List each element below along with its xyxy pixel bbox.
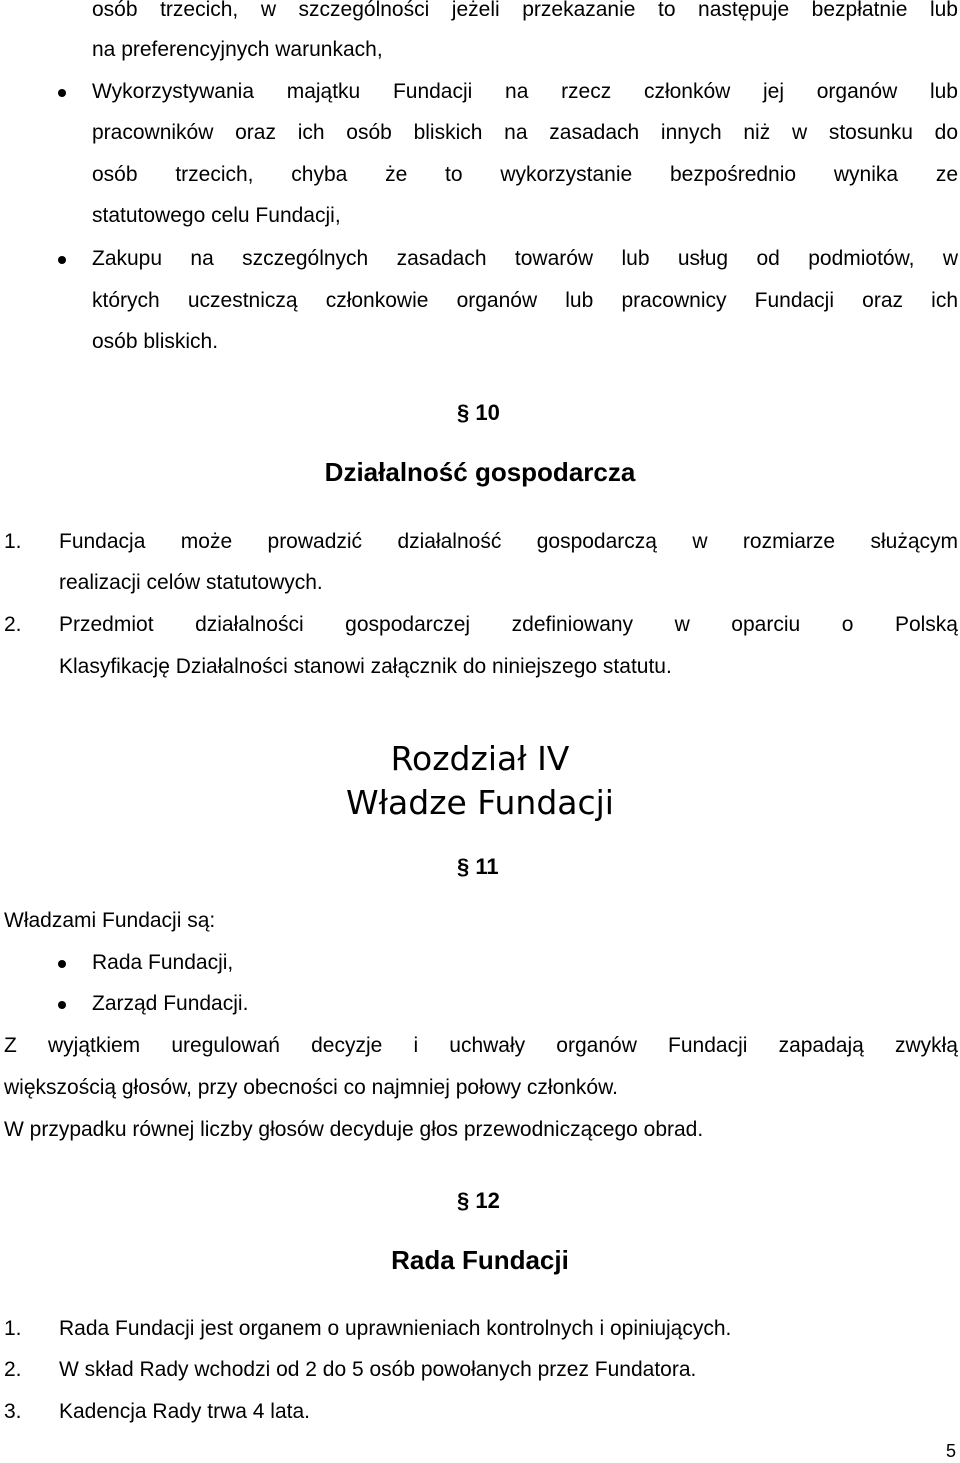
page-number: 5 — [945, 1441, 956, 1461]
paragraph-line: W przypadku równej liczby głosów decyduje głos przewodniczącego obrad. — [4, 1118, 704, 1141]
bullet-icon — [58, 256, 66, 264]
list-item-line: pracowników oraz ich osób bliskich na zasadach innych niż w stosunku do — [92, 121, 958, 144]
list-item-line: osób trzecich, chyba że to wykorzystanie bezpośrednio wynika ze — [92, 163, 958, 186]
section-12-sign: § 12 — [457, 1188, 500, 1213]
item-text: Przedmiot działalności gospodarczej zdefiniowany w oparciu o Polską — [59, 613, 958, 636]
item-text: W skład Rady wchodzi od 2 do 5 osób powołanych przez Fundatora. — [59, 1358, 697, 1381]
item-number: 3. — [4, 1400, 22, 1423]
paragraph-line: większością głosów, przy obecności co najmniej połowy członków. — [4, 1076, 618, 1099]
list-item-line: Zakupu na szczególnych zasadach towarów lub usług od podmiotów, w — [92, 247, 958, 270]
item-text: realizacji celów statutowych. — [59, 571, 323, 594]
section-11-sign: § 11 — [457, 854, 499, 879]
item-number: 2. — [4, 613, 22, 636]
bullet-icon — [58, 960, 66, 968]
list-item-line: których uczestniczą członkowie organów lub pracownicy Fundacji oraz ich — [92, 289, 958, 312]
item-text: Klasyfikację Działalności stanowi załącznik do niniejszego statutu. — [59, 655, 672, 678]
bullet-icon — [58, 1001, 66, 1009]
item-number: 1. — [4, 530, 22, 553]
list-item-line: statutowego celu Fundacji, — [92, 204, 341, 227]
list-item: Rada Fundacji, — [92, 951, 234, 974]
paragraph-line: Z wyjątkiem uregulowań decyzje i uchwały organów Fundacji zapadają zwykłą — [4, 1034, 958, 1057]
section-12-title: Rada Fundacji — [391, 1245, 569, 1275]
item-text: Kadencja Rady trwa 4 lata. — [59, 1400, 310, 1423]
list-item-line: na preferencyjnych warunkach, — [92, 38, 383, 61]
item-text: Fundacja może prowadzić działalność gospodarczą w rozmiarze służącym — [59, 530, 958, 553]
chapter-title: Władze Fundacji — [346, 783, 614, 822]
chapter-label: Rozdział IV — [390, 739, 570, 778]
bullet-icon — [58, 89, 66, 97]
item-number: 1. — [4, 1317, 22, 1340]
section-11-intro: Władzami Fundacji są: — [4, 909, 216, 932]
list-item-line: osób bliskich. — [92, 330, 219, 353]
list-item: Zarząd Fundacji. — [92, 992, 249, 1015]
section-10-sign: § 10 — [457, 400, 500, 425]
item-number: 2. — [4, 1358, 22, 1381]
item-text: Rada Fundacji jest organem o uprawnieniach kontrolnych i opiniujących. — [59, 1317, 732, 1340]
list-item-line: Wykorzystywania majątku Fundacji na rzecz członków jej organów lub — [92, 80, 958, 103]
list-item-line: osób trzecich, w szczególności jeżeli przekazanie to następuje bezpłatnie lub — [92, 0, 958, 21]
section-10-title: Działalność gospodarcza — [324, 457, 636, 487]
